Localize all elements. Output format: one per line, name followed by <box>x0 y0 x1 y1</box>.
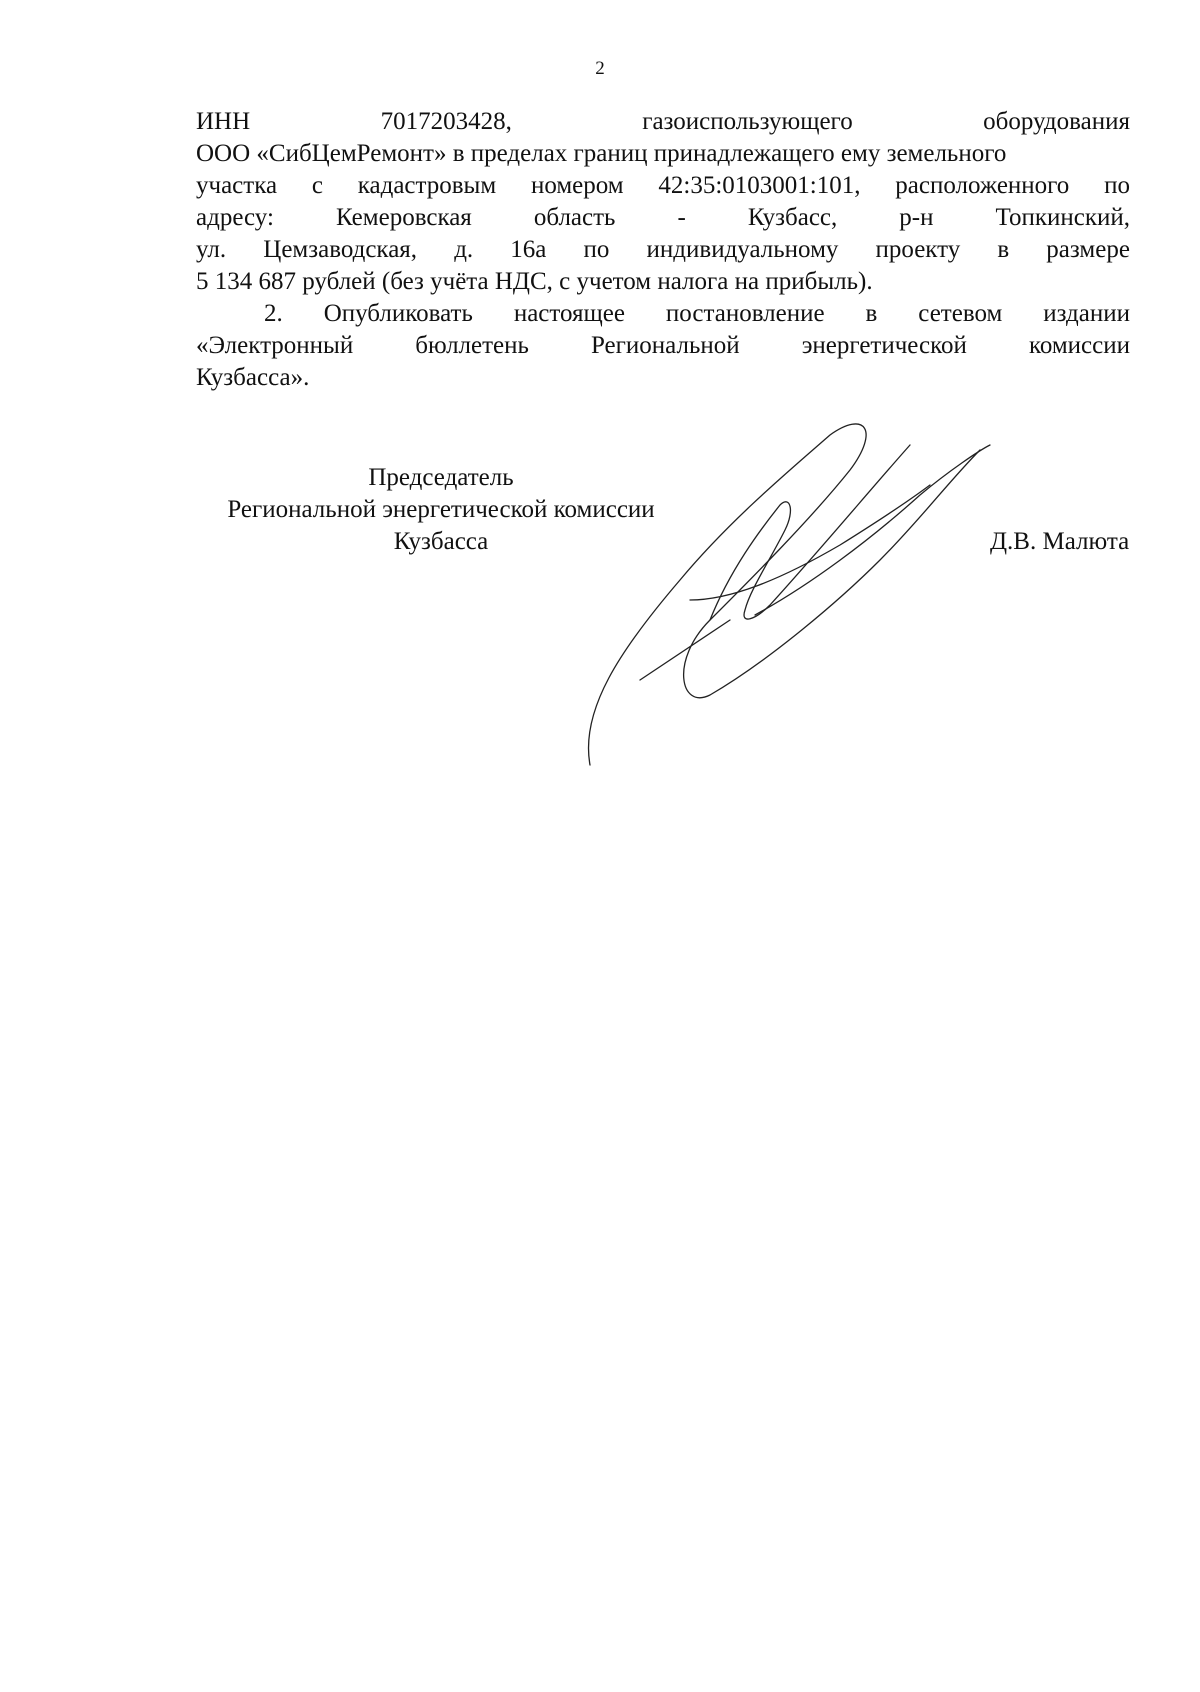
word: настоящее <box>513 300 625 327</box>
page-number: 2 <box>595 58 605 79</box>
signature-stroke <box>710 445 910 620</box>
position-title: Председатель <box>368 464 514 491</box>
word: 2. <box>264 300 283 327</box>
word: издании <box>1043 300 1130 327</box>
signer-name: Д.В. Малюта <box>990 528 1130 555</box>
word: Топкинский, <box>995 204 1130 231</box>
word: Кузбасс, <box>747 204 838 231</box>
paragraph-1-line-4 <box>196 202 1130 234</box>
word: адресу: <box>196 204 274 231</box>
word: оборудования <box>983 108 1130 135</box>
word: размере <box>1046 236 1130 263</box>
word: расположенного <box>895 172 1070 199</box>
word: комиссии <box>1028 332 1130 359</box>
word: - <box>677 204 686 231</box>
handwritten-signature <box>580 410 1050 770</box>
word: в <box>997 236 1010 263</box>
document-body <box>196 106 1130 394</box>
paragraph-2-line-2 <box>196 330 1130 362</box>
word: ИНН <box>196 108 251 135</box>
word: р-н <box>899 204 934 231</box>
word: в <box>865 300 878 327</box>
word: проекту <box>875 236 961 263</box>
paragraph-1-line-5 <box>196 234 1130 266</box>
word: 42:35:0103001:101, <box>658 172 861 199</box>
word: 16а <box>510 236 547 263</box>
word: ул. <box>196 236 227 263</box>
signature-stroke <box>640 620 730 680</box>
word: газоиспользующего <box>642 108 853 135</box>
position-region: Кузбасса <box>393 528 489 555</box>
word: область <box>533 204 616 231</box>
word: д. <box>454 236 474 263</box>
paragraph-1-line-1 <box>196 106 1130 138</box>
paragraph-1-line-2: ООО «СибЦемРемонт» в пределах границ принадлежащего ему земельного <box>196 140 1007 167</box>
signature-stroke <box>690 485 930 600</box>
word: по <box>1104 172 1130 199</box>
word: «Электронный <box>196 332 354 359</box>
word: участка <box>196 172 278 199</box>
position-organization: Региональной энергетической комиссии <box>227 496 655 523</box>
word: по <box>583 236 610 263</box>
word: кадастровым <box>357 172 497 199</box>
word: с <box>311 172 323 199</box>
word: постановление <box>665 300 825 327</box>
word: Региональной <box>590 332 740 359</box>
paragraph-1-line-6: 5 134 687 рублей (без учёта НДС, с учетом налога на прибыль). <box>196 268 873 295</box>
paragraph-2-line-1 <box>196 298 1130 330</box>
word: индивидуальному <box>646 236 839 263</box>
word: энергетической <box>801 332 967 359</box>
word: номером <box>530 172 624 199</box>
word: Кемеровская <box>335 204 472 231</box>
signature-stroke <box>588 424 980 765</box>
paragraph-2-line-3: Кузбасса». <box>196 364 310 391</box>
word: Цемзаводская, <box>263 236 418 263</box>
word: бюллетень <box>415 332 529 359</box>
word: сетевом <box>918 300 1003 327</box>
word: Опубликовать <box>323 300 473 327</box>
word: 7017203428, <box>380 108 512 135</box>
paragraph-1-line-3 <box>196 170 1130 202</box>
